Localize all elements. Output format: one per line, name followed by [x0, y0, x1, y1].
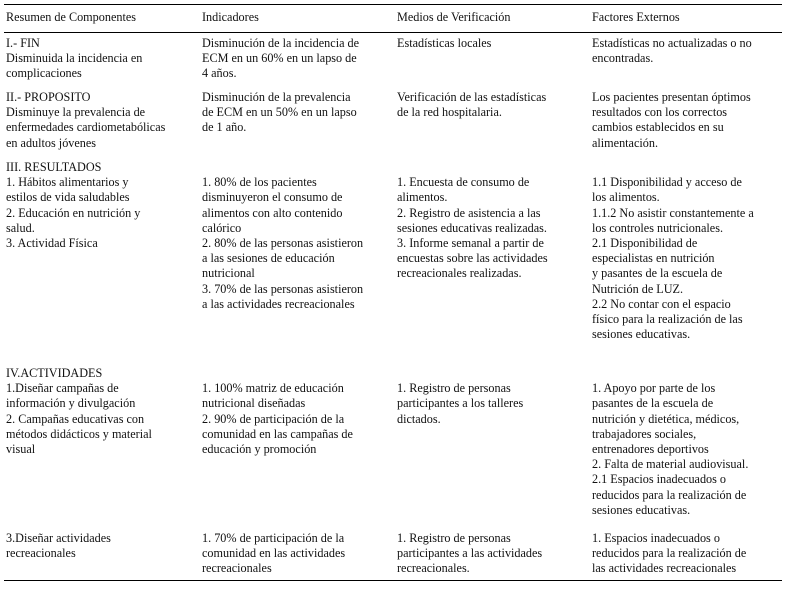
cell-line: disminuyeron el consumo de — [202, 190, 343, 205]
cell-line: comunidad en las campañas de — [202, 426, 353, 441]
cell-line: 1. Hábitos alimentarios y — [6, 175, 129, 190]
header-label: Resumen de Componentes — [6, 10, 136, 24]
header-indicadores — [202, 10, 390, 25]
header-rule — [4, 32, 782, 33]
cell-line: Disminución de la prevalencia — [202, 90, 351, 104]
cell-line: recreacionales. — [397, 561, 470, 576]
cell-line: resultados con los correctos — [592, 105, 728, 120]
cell-line: encontradas. — [592, 51, 654, 66]
table-cell — [6, 531, 194, 561]
cell-line — [397, 366, 585, 381]
cell-line: trabajadores sociales, — [592, 426, 697, 441]
cell-line: 2.2 No contar con el espacio — [592, 296, 731, 311]
table-cell — [6, 366, 194, 457]
cell-line: 1.Diseñar campañas de — [6, 381, 119, 396]
header-factores — [592, 10, 780, 25]
cell-line: de la red hospitalaria. — [397, 105, 502, 120]
table-cell — [592, 531, 780, 577]
cell-line: los alimentos. — [592, 190, 660, 205]
cell-line: 1. 80% de los pacientes — [202, 175, 317, 190]
cell-line — [592, 160, 780, 175]
cell-line — [202, 366, 390, 381]
cell-line: 2.1 Espacios inadecuados o — [592, 472, 727, 487]
cell-line: físico para la realización de las — [592, 312, 743, 327]
cell-line: 3. 70% de las personas asistieron — [202, 281, 364, 296]
cell-line: pasantes de la escuela de — [592, 396, 714, 411]
cell-line: 3.Diseñar actividades — [6, 531, 111, 545]
cell-line: 1. Encuesta de consumo de — [397, 175, 530, 190]
cell-line — [397, 160, 585, 175]
cell-line: las actividades recreacionales — [592, 561, 737, 576]
table-cell — [592, 36, 780, 66]
cell-line: sesiones educativas. — [592, 502, 691, 517]
cell-line: Estadísticas locales — [397, 36, 492, 50]
cell-line: entrenadores deportivos — [592, 442, 709, 457]
cell-line: los controles nutricionales. — [592, 220, 723, 235]
cell-line: especialistas en nutrición — [592, 251, 715, 266]
cell-line: reducidos para la realización de — [592, 546, 747, 561]
cell-line: métodos didácticos y material — [6, 426, 152, 441]
cell-line: Los pacientes presentan óptimos — [592, 90, 751, 104]
cell-line: 2. Educación en nutrición y — [6, 205, 141, 220]
header-label: Medios de Verificación — [397, 10, 511, 24]
header-medios — [397, 10, 585, 25]
cell-line: visual — [6, 442, 36, 457]
cell-line: dictados. — [397, 411, 441, 426]
cell-line: estilos de vida saludables — [6, 190, 130, 205]
cell-line: 1. Registro de personas — [397, 381, 511, 396]
cell-line: participantes a las actividades — [397, 546, 543, 561]
cell-line: comunidad en las actividades — [202, 546, 346, 561]
table-cell — [592, 366, 780, 518]
cell-line: enfermedades cardiometabólicas — [6, 120, 166, 135]
cell-line: sesiones educativas. — [592, 327, 691, 342]
table-cell — [202, 366, 390, 457]
table-cell — [202, 531, 390, 577]
header-label: Indicadores — [202, 10, 259, 24]
cell-line: 1.1.2 No asistir constantemente a — [592, 205, 754, 220]
table-cell — [6, 36, 194, 82]
cell-line: 1. 100% matriz de educación — [202, 381, 344, 396]
bottom-rule — [4, 580, 782, 581]
cell-line: reducidos para la realización de — [592, 487, 747, 502]
cell-line: 1. Apoyo por parte de los — [592, 381, 716, 396]
cell-line: IV.ACTIVIDADES — [6, 366, 103, 380]
table-cell — [397, 160, 585, 282]
cell-line: sesiones educativas realizadas. — [397, 220, 547, 235]
table-cell — [592, 160, 780, 342]
cell-line: I.- FIN — [6, 36, 40, 50]
table-cell — [397, 36, 585, 51]
cell-line: Disminuida la incidencia en — [6, 51, 143, 66]
cell-line: a las sesiones de educación — [202, 251, 335, 266]
cell-line: II.- PROPOSITO — [6, 90, 91, 104]
header-resumen — [6, 10, 194, 25]
cell-line: cambios establecidos en su — [592, 120, 724, 135]
cell-line: 4 años. — [202, 66, 237, 81]
cell-line: de ECM en un 50% en un lapso — [202, 105, 357, 120]
cell-line — [202, 160, 390, 175]
cell-line: Nutrición de LUZ. — [592, 281, 684, 296]
cell-line: nutrición y dietética, médicos, — [592, 411, 740, 426]
cell-line: Estadísticas no actualizadas o no — [592, 36, 752, 50]
cell-line: participantes a los talleres — [397, 396, 524, 411]
cell-line: 2. Campañas educativas con — [6, 411, 145, 426]
cell-line: recreacionales — [6, 546, 76, 561]
cell-line: nutricional — [202, 266, 255, 281]
table-cell — [6, 160, 194, 251]
cell-line: a las actividades recreacionales — [202, 296, 355, 311]
table-cell — [202, 36, 390, 82]
table-cell — [397, 531, 585, 577]
cell-line: 2. Registro de asistencia a las — [397, 205, 541, 220]
table-cell — [592, 90, 780, 151]
table-cell — [202, 90, 390, 136]
cell-line: 2. 90% de participación de la — [202, 411, 345, 426]
cell-line: ECM en un 60% en un lapso de — [202, 51, 357, 66]
table-cell — [397, 366, 585, 427]
cell-line: información y divulgación — [6, 396, 136, 411]
cell-line: 2. 80% de las personas asistieron — [202, 236, 364, 251]
cell-line: 1. Espacios inadecuados o — [592, 531, 720, 545]
cell-line: recreacionales realizadas. — [397, 266, 522, 281]
cell-line: Verificación de las estadísticas — [397, 90, 547, 104]
cell-line: Disminuye la prevalencia de — [6, 105, 146, 120]
cell-line — [592, 366, 780, 381]
cell-line: encuestas sobre las actividades — [397, 251, 548, 266]
cell-line: 3. Actividad Física — [6, 236, 98, 251]
cell-line: 1. Registro de personas — [397, 531, 511, 545]
cell-line: educación y promoción — [202, 442, 317, 457]
cell-line: calórico — [202, 220, 242, 235]
cell-line: alimentación. — [592, 135, 658, 150]
cell-line: alimentos con alto contenido — [202, 205, 343, 220]
cell-line: III. RESULTADOS — [6, 160, 102, 174]
cell-line: 1. 70% de participación de la — [202, 531, 345, 545]
cell-line: en adultos jóvenes — [6, 135, 97, 150]
table-cell — [397, 90, 585, 120]
cell-line: 2.1 Disponibilidad de — [592, 236, 698, 251]
cell-line: nutricional diseñadas — [202, 396, 306, 411]
cell-line: 1.1 Disponibilidad y acceso de — [592, 175, 742, 190]
cell-line: y pasantes de la escuela de — [592, 266, 723, 281]
cell-line: 2. Falta de material audiovisual. — [592, 457, 749, 472]
cell-line: recreacionales — [202, 561, 272, 576]
cell-line: complicaciones — [6, 66, 82, 81]
cell-line: salud. — [6, 220, 35, 235]
table-cell — [202, 160, 390, 312]
cell-line: de 1 año. — [202, 120, 247, 135]
cell-line: 3. Informe semanal a partir de — [397, 236, 544, 251]
top-rule — [4, 4, 782, 5]
table-cell — [6, 90, 194, 151]
header-label: Factores Externos — [592, 10, 680, 24]
cell-line: alimentos. — [397, 190, 448, 205]
cell-line: Disminución de la incidencia de — [202, 36, 360, 50]
